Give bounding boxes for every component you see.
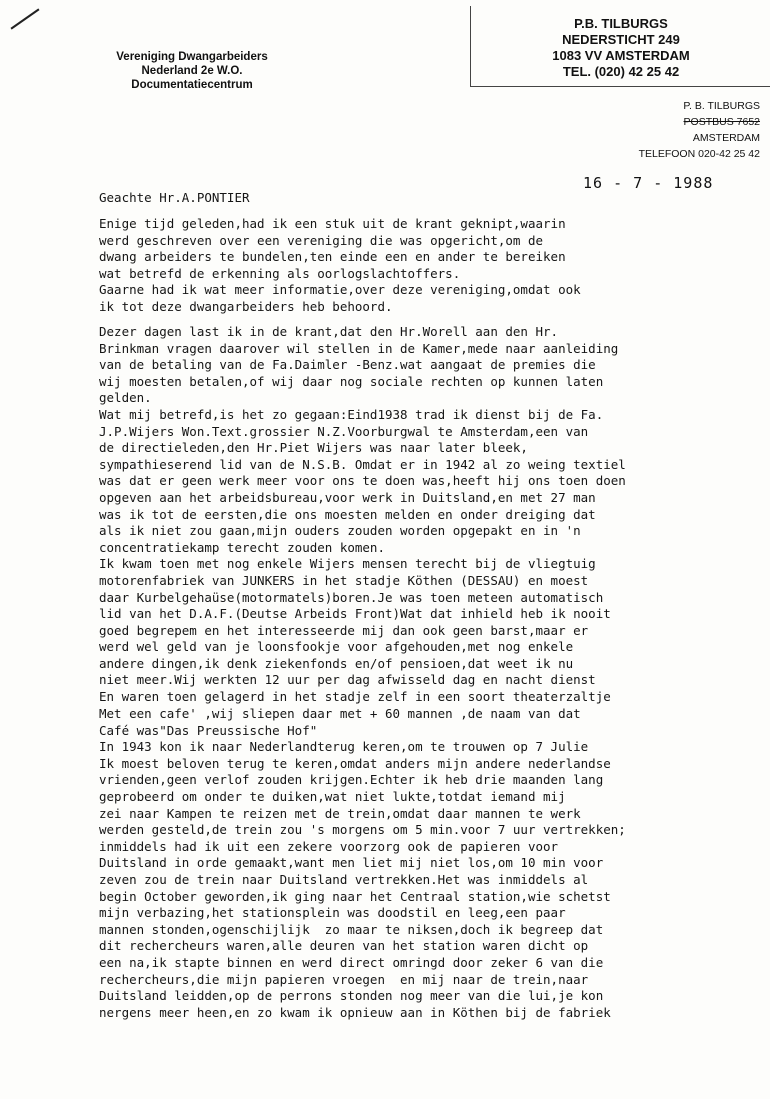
paragraph-3: Met een cafe' ,wij sliepen daar met + 60 mannen ,de naam van dat Café was"Das Preussische Hof" In 1943 kon ik naar Nederlandterug keren,om te trouwen op 7 Julie Ik moest beloven terug te keren,omdat anders mijn andere nederlandse vrienden,geen verlof zouden krijgen.Echter ik heb drie maanden lang geprobeerd om onder te duiken,wat niet lukte,totdat iemand mij zei naar Kampen te reizen met de trein,omdat daar mannen te werk werden gesteld,de trein zou 's morgens om 5 min.voor 7 uur vertrekken; inmiddels had ik uit een zekere voorzorg ook de papieren voor Duitsland in orde gemaakt,want men liet mij niet los,om 10 min voor zeven zou de trein naar Duitsland vertrekken.Het was inmiddels al begin October geworden,ik ging naar het Centraal station,wie schetst mijn verbazing,het stationsplein was doodstil en leeg,een paar mannen stonden,ogenschijlijk zo maar te niksen,doch ik begreep dat dit rechercheurs waren,alle deuren van het station waren dicht op een na,ik stapte binnen en werd direct omringd door zeker 6 van die rechercheurs,die mijn papieren vroegen en mij naar de trein,naar Duitsland leidden,op de perrons stonden nog meer van die lui,je kon nergens meer heen,en zo kwam ik opnieuw aan in Köthen bij de fabriek [99, 706, 626, 1020]
pen-mark [11, 8, 40, 29]
stamp-line-4: TEL. (020) 42 25 42 [562, 64, 680, 79]
sender-line-3: Documentatiecentrum [131, 79, 253, 91]
sender-line-2: Nederland 2e W.O. [141, 65, 243, 77]
stamp-line-1: P.B. TILBURGS [574, 16, 668, 31]
paragraph-2: Dezer dagen last ik in de krant,dat den Hr.Worell aan den Hr. Brinkman vragen daarover wil stellen in de Kamer,mede naar aanleiding van de betaling van de Fa.Daimler -Benz.wat aangaat de premies die wij moesten betalen,of wij daar nog sociale rechten op kunnen laten gelden. Wat mij betrefd,is het zo gegaan:Eind1938 trad ik dienst bij de Fa. J.P.Wijers Won.Text.grossier N.Z.Voorburgwal te Amsterdam,een van de directieleden,den Hr.Piet Wijers was naar later bleek, sympathieserend lid van de N.S.B. Omdat er in 1942 al zo weing textiel was dat er geen werk meer voor ons te doen was,heeft hij ons toen doen opgeven aan het arbeidsbureau,voor werk in Duitsland,en met 27 man was ik tot de eersten,die ons moesten melden en onder dreiging dat als ik niet zou gaan,mijn ouders zouden worden opgepakt en in 'n concentratiekamp terecht zouden komen. Ik kwam toen met nog enkele Wijers mensen terecht bij de vliegtuig motorenfabriek van JUNKERS in het stadje Köthen (DESSAU) en moest daar Kurbelgehaüse(motormatels)boren.Je was toen meteen automatisch lid van het D.A.F.(Deutse Arbeids Front)Wat dat inhield heb ik nooit goed begrepem en het interesseerde mij dan ook geen barst,maar er werd wel geld van je loonsfookje voor afgehouden,met nog enkele andere dingen,ik denk ziekenfonds en/of pensioen,dat weet ik nu niet meer.Wij werkten 12 uur per dag afwisseld dag en nacht dienst En waren toen gelagerd in het stadje zelf in een soort theaterzaltje [99, 324, 626, 705]
sender-block [102, 50, 282, 92]
old-address-stamp [560, 98, 760, 162]
stamp-line-3: 1083 VV AMSTERDAM [552, 48, 690, 63]
stamp-line-2: NEDERSTICHT 249 [562, 32, 680, 47]
sender-line-1: Vereniging Dwangarbeiders [116, 51, 268, 63]
old-stamp-line-4: TELEFOON 020-42 25 42 [638, 148, 760, 160]
letter-date: 16 - 7 - 1988 [583, 174, 714, 192]
salutation: Geachte Hr.A.PONTIER [99, 190, 250, 205]
old-stamp-line-3: AMSTERDAM [692, 132, 760, 144]
old-stamp-line-1: P. B. TILBURGS [683, 100, 760, 112]
paragraph-1: Enige tijd geleden,had ik een stuk uit de krant geknipt,waarin werd geschreven over een vereniging die was opgericht,om de dwang arbeiders te bundelen,ten einde een en ander te bereiken wat betrefd de erkenning als oorlogslachtoffers. Gaarne had ik wat meer informatie,over deze vereniging,omdat ook ik tot deze dwangarbeiders heb behoord. [99, 216, 581, 314]
old-stamp-line-2: POSTBUS 7652 [683, 116, 760, 128]
address-stamp [470, 6, 770, 87]
